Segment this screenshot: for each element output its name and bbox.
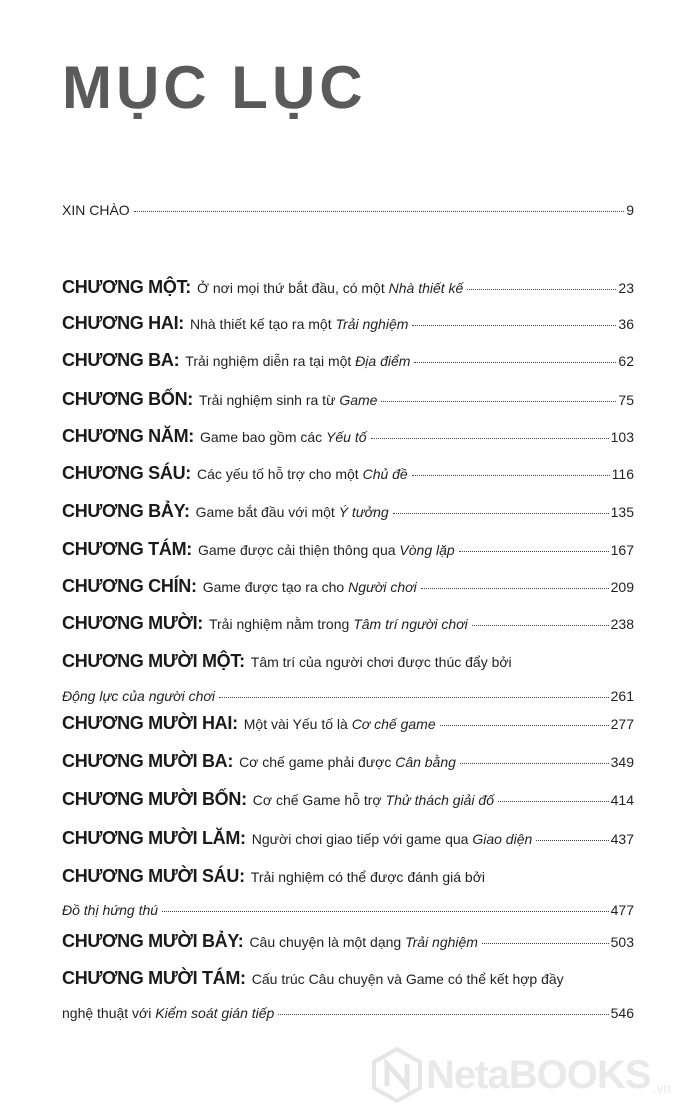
- page-number: 546: [610, 1005, 634, 1021]
- chapter-italic-title: Người chơi: [348, 579, 417, 595]
- dot-leader: [412, 325, 616, 326]
- toc-entry-chapter[interactable]: [62, 389, 634, 410]
- chapter-text: Trải nghiệm có thể được đánh giá bởi: [250, 869, 486, 885]
- toc-entry-chapter[interactable]: [62, 501, 634, 522]
- dot-leader: [421, 588, 609, 589]
- dot-leader: [393, 513, 609, 514]
- chapter-description: [209, 616, 468, 632]
- chapter-text: Game bao gồm các: [199, 429, 327, 445]
- dot-leader: [162, 911, 609, 912]
- dot-leader: [467, 289, 616, 290]
- toc-entry-chapter[interactable]: [62, 313, 634, 334]
- chapter-heading: CHƯƠNG MƯỜI BẢY:: [62, 931, 244, 951]
- chapter-heading: CHƯƠNG TÁM:: [62, 539, 192, 559]
- watermark-text: NetaBOOKS: [426, 1052, 651, 1097]
- chapter-description: [203, 579, 417, 595]
- chapter-italic-title: Địa điểm: [355, 353, 411, 369]
- dot-leader: [460, 763, 609, 764]
- chapter-description: [252, 971, 564, 987]
- page-number: 349: [610, 754, 634, 770]
- page-number: 503: [610, 934, 634, 950]
- page-number: 135: [610, 504, 634, 520]
- chapter-heading: CHƯƠNG BẢY:: [62, 501, 190, 521]
- chapter-heading: CHƯƠNG MƯỜI SÁU:: [62, 866, 245, 886]
- toc-entry-chapter[interactable]: [62, 463, 634, 484]
- chapter-description: [253, 792, 494, 808]
- toc-entry-chapter[interactable]: [62, 426, 634, 447]
- toc-entry-chapter[interactable]: [62, 350, 634, 371]
- dot-leader: [219, 697, 609, 698]
- chapter-description-line2: [62, 1005, 274, 1021]
- toc-entry-chapter[interactable]: [62, 968, 634, 989]
- chapter-text: Người chơi giao tiếp với game qua: [251, 831, 473, 847]
- chapter-italic-title: Chủ đề: [362, 466, 408, 482]
- chapter-description-line2: [62, 688, 215, 704]
- chapter-italic-title: Cơ chế game: [351, 716, 436, 732]
- toc-entry-chapter[interactable]: [62, 713, 634, 734]
- chapter-heading: CHƯƠNG MƯỜI HAI:: [62, 713, 238, 733]
- chapter-italic-title: Game: [339, 392, 378, 408]
- chapter-heading: CHƯƠNG MƯỜI MỘT:: [62, 651, 245, 671]
- chapter-description: [198, 542, 455, 558]
- chapter-italic-title: Tâm trí người chơi: [353, 616, 468, 632]
- chapter-heading: CHƯƠNG CHÍN:: [62, 576, 197, 596]
- chapter-text: Tâm trí của người chơi được thúc đẩy bởi: [250, 654, 512, 670]
- chapter-italic-title: Yếu tố: [326, 429, 367, 445]
- page-number: 75: [618, 392, 634, 408]
- page-number: 277: [610, 716, 634, 732]
- toc-entry-chapter[interactable]: [62, 651, 634, 672]
- page-number: 238: [610, 616, 634, 632]
- chapter-text: Cấu trúc Câu chuyện và Game có thể kết hợp đầy: [251, 971, 564, 987]
- chapter-italic-title: Động lực của người chơi: [62, 688, 215, 704]
- chapter-heading: CHƯƠNG BA:: [62, 350, 180, 370]
- chapter-heading: CHƯƠNG MƯỜI LĂM:: [62, 828, 246, 848]
- chapter-italic-title: Giao diện: [472, 831, 533, 847]
- toc-entry-chapter[interactable]: [62, 277, 634, 298]
- chapter-description: [199, 392, 377, 408]
- toc-entry-chapter[interactable]: [62, 539, 634, 560]
- chapter-heading: CHƯƠNG MƯỜI BỐN:: [62, 789, 247, 809]
- chapter-heading: CHƯƠNG NĂM:: [62, 426, 194, 446]
- dot-leader: [134, 211, 625, 212]
- chapter-heading: CHƯƠNG HAI:: [62, 313, 184, 333]
- chapter-heading: CHƯƠNG MƯỜI TÁM:: [62, 968, 246, 988]
- chapter-italic-title: Cân bằng: [395, 754, 456, 770]
- page-number: 116: [611, 466, 634, 482]
- toc-entry-chapter[interactable]: [62, 828, 634, 849]
- chapter-heading: CHƯƠNG SÁU:: [62, 463, 191, 483]
- chapter-italic-title: Trải nghiệm: [335, 316, 409, 332]
- toc-intro-label: XIN CHÀO: [62, 202, 130, 218]
- dot-leader: [440, 725, 609, 726]
- chapter-description: [190, 316, 408, 332]
- chapter-italic-title: Đồ thị hứng thú: [62, 902, 159, 918]
- page-number: 62: [618, 353, 634, 369]
- dot-leader: [536, 840, 608, 841]
- toc-entry-chapter[interactable]: [62, 613, 634, 634]
- page-number: 437: [610, 831, 634, 847]
- watermark-suffix: .vn: [652, 1080, 672, 1096]
- toc-entry-chapter[interactable]: [62, 931, 634, 952]
- chapter-text: nghệ thuật với: [62, 1005, 156, 1021]
- chapter-italic-title: Ý tưởng: [338, 504, 389, 520]
- dot-leader: [412, 475, 610, 476]
- chapter-description: [249, 934, 478, 950]
- chapter-description: [196, 504, 389, 520]
- chapter-text: Trải nghiệm nằm trong: [208, 616, 354, 632]
- chapter-text: Game được tạo ra cho: [202, 579, 349, 595]
- chapter-italic-title: Nhà thiết kế: [388, 280, 464, 296]
- chapter-description-line2: [62, 902, 158, 918]
- toc-entry-chapter[interactable]: [62, 751, 634, 772]
- dot-leader: [472, 625, 609, 626]
- toc-entry-chapter[interactable]: [62, 576, 634, 597]
- dot-leader: [459, 551, 609, 552]
- chapter-italic-title: Thử thách giải đố: [385, 792, 495, 808]
- chapter-heading: CHƯƠNG MƯỜI BA:: [62, 751, 234, 771]
- toc-entry-continuation[interactable]: [62, 688, 634, 704]
- chapter-description: [197, 280, 463, 296]
- chapter-italic-title: Trải nghiệm: [405, 934, 478, 950]
- page-number: 261: [610, 688, 634, 704]
- chapter-text: Cơ chế Game hỗ trợ: [252, 792, 386, 808]
- chapter-description: [200, 429, 367, 445]
- toc-entry-continuation[interactable]: [62, 902, 634, 918]
- chapter-description: [239, 754, 456, 770]
- toc-entry-continuation[interactable]: [62, 1005, 634, 1021]
- page-number: 477: [610, 902, 634, 918]
- chapter-italic-title: Vòng lặp: [399, 542, 455, 558]
- netabooks-watermark: [368, 1044, 688, 1106]
- chapter-description: [244, 716, 436, 732]
- page-number: 103: [610, 429, 634, 445]
- chapter-text: Một vài Yếu tố là: [243, 716, 352, 732]
- chapter-description: [185, 353, 410, 369]
- chapter-italic-title: Kiểm soát gián tiếp: [155, 1005, 275, 1021]
- chapter-description: [197, 466, 408, 482]
- dot-leader: [371, 438, 609, 439]
- page-number: 23: [618, 280, 634, 296]
- chapter-text: Cơ chế game phải được: [239, 754, 396, 770]
- toc-entry-intro[interactable]: [62, 202, 634, 218]
- dot-leader: [381, 401, 616, 402]
- chapter-text: Nhà thiết kế tạo ra một: [189, 316, 336, 332]
- chapter-heading: CHƯƠNG MƯỜI:: [62, 613, 203, 633]
- chapter-text: Ở nơi mọi thứ bắt đầu, có một: [196, 280, 389, 296]
- chapter-text: Trải nghiệm sinh ra từ: [198, 392, 340, 408]
- page-number: 209: [610, 579, 634, 595]
- chapter-text: Các yếu tố hỗ trợ cho một: [196, 466, 363, 482]
- dot-leader: [278, 1014, 608, 1015]
- chapter-description: [252, 831, 533, 847]
- dot-leader: [498, 801, 609, 802]
- page-number: 414: [610, 792, 634, 808]
- page-title: MỤC LỤC: [62, 54, 367, 121]
- page-number: 167: [610, 542, 634, 558]
- chapter-text: Game bắt đầu với một: [195, 504, 339, 520]
- toc-entry-chapter[interactable]: [62, 789, 634, 810]
- chapter-heading: CHƯƠNG BỐN:: [62, 389, 193, 409]
- toc-entry-chapter[interactable]: [62, 866, 634, 887]
- chapter-text: Trải nghiệm diễn ra tại một: [185, 353, 356, 369]
- netabooks-logo-icon: [368, 1046, 426, 1104]
- page-number: 36: [618, 316, 634, 332]
- chapter-text: Câu chuyện là một dạng: [249, 934, 406, 950]
- dot-leader: [414, 362, 616, 363]
- chapter-heading: CHƯƠNG MỘT:: [62, 277, 191, 297]
- chapter-text: Game được cải thiện thông qua: [197, 542, 400, 558]
- chapter-description: [251, 654, 512, 670]
- dot-leader: [482, 943, 609, 944]
- page-number: 9: [626, 202, 634, 218]
- chapter-description: [251, 869, 485, 885]
